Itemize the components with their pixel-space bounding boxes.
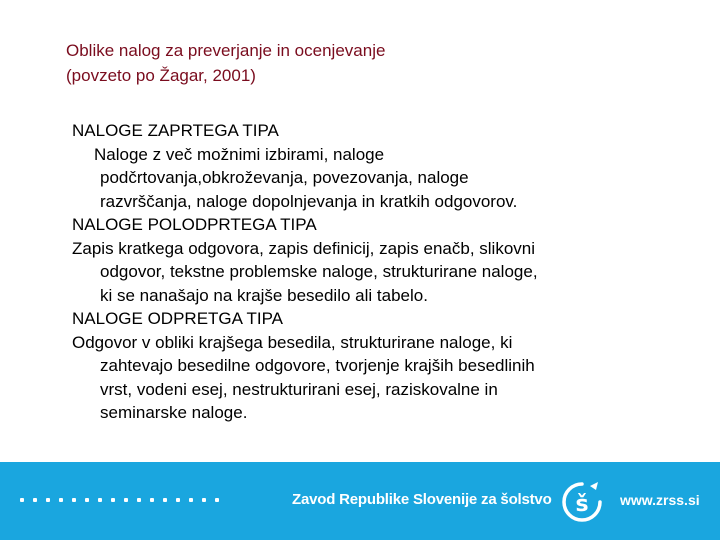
heading-open-tasks: NALOGE ODPRETGA TIPA bbox=[72, 309, 283, 328]
text-line: vrst, vodeni esej, nestrukturirani esej, raziskovalne in bbox=[100, 379, 498, 399]
dot bbox=[111, 498, 115, 502]
text-line: Naloge z več možnimi izbirami, naloge bbox=[94, 144, 385, 164]
slide-title bbox=[66, 38, 385, 88]
heading-semi-open-tasks: NALOGE POLODPRTEGA TIPA bbox=[72, 215, 317, 234]
heading-closed-tasks: NALOGE ZAPRTEGA TIPA bbox=[72, 121, 279, 140]
footer-bar bbox=[0, 462, 720, 540]
slide-content bbox=[72, 119, 682, 425]
dot bbox=[124, 498, 128, 502]
dot bbox=[137, 498, 141, 502]
text-line: seminarske naloge. bbox=[100, 403, 248, 422]
title-line-1: Oblike nalog za preverjanje in ocenjevanje bbox=[66, 41, 386, 60]
svg-text:š: š bbox=[575, 492, 589, 517]
dot bbox=[20, 498, 24, 502]
text-line: zahtevajo besedilne odgovore, tvorjenje krajših besedlinih bbox=[100, 356, 535, 375]
text-line: Odgovor v obliki krajšega besedila, strukturirane naloge, ki bbox=[72, 332, 513, 352]
website-link[interactable]: www.zrss.si bbox=[620, 492, 700, 508]
dot bbox=[163, 498, 167, 502]
dotted-line bbox=[20, 498, 219, 502]
dot bbox=[150, 498, 154, 502]
text-line: podčrtovanja,obkroževanja, povezovanja, naloge bbox=[100, 168, 469, 187]
title-line-2: (povzeto po Žagar, 2001) bbox=[66, 66, 256, 85]
dot bbox=[72, 498, 76, 502]
dot bbox=[46, 498, 50, 502]
zrss-logo-icon bbox=[560, 480, 604, 524]
text-line: ki se nanašajo na krajše besedilo ali tabelo. bbox=[100, 285, 428, 305]
text-line: odgovor, tekstne problemske naloge, strukturirane naloge, bbox=[100, 262, 538, 281]
dot bbox=[215, 498, 219, 502]
dot bbox=[33, 498, 37, 502]
dot bbox=[176, 498, 180, 502]
dot bbox=[59, 498, 63, 502]
text-line: razvrščanja, naloge dopolnjevanja in kratkih odgovorov. bbox=[100, 191, 518, 211]
dot bbox=[189, 498, 193, 502]
organization-name: Zavod Republike Slovenije za šolstvo bbox=[292, 491, 552, 508]
dot bbox=[85, 498, 89, 502]
dot bbox=[98, 498, 102, 502]
dot bbox=[202, 498, 206, 502]
text-line: Zapis kratkega odgovora, zapis definicij, zapis enačb, slikovni bbox=[72, 238, 536, 258]
